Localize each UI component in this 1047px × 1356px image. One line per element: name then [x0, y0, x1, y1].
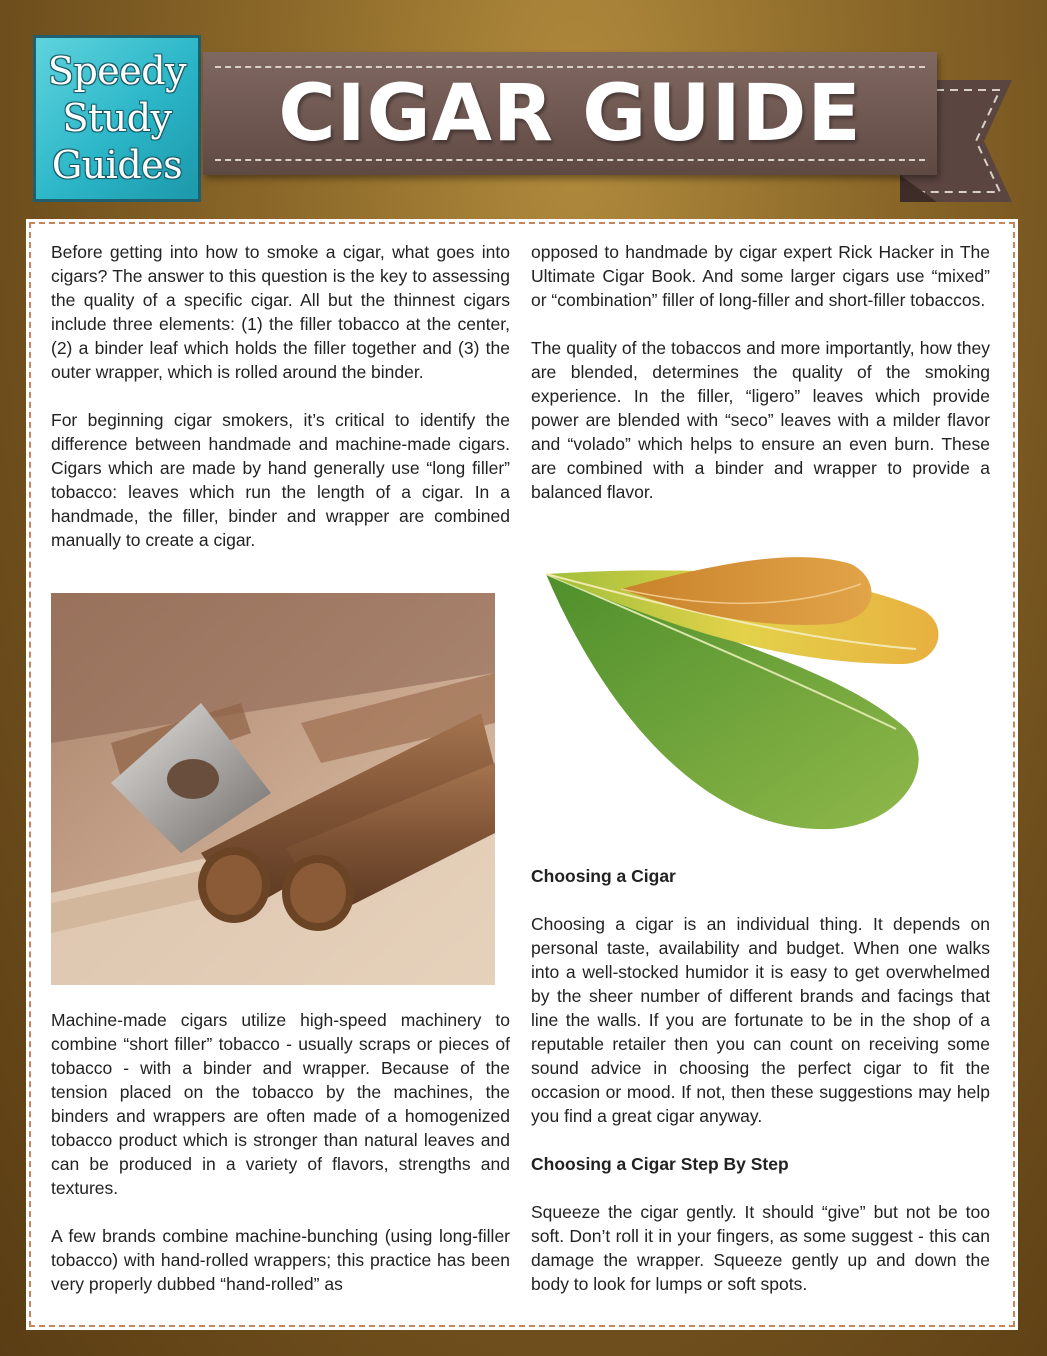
logo-line-3: Guides	[51, 143, 183, 187]
page-title: CIGAR GUIDE	[278, 69, 862, 159]
right-column-top	[531, 240, 990, 528]
heading-step-by-step: Choosing a Cigar Step By Step	[531, 1154, 789, 1174]
cigars-photo	[51, 593, 495, 985]
paragraph-what-goes-into-cigars: Before getting into how to smoke a cigar, what goes into cigars? The answer to this question is the key to assessing the quality of a specific cigar. All but the thinnest cigars include three elements: (1) the filler tobacco at the center, (2) a binder leaf which holds the filler together and (3) the outer wrapper, which is rolled around the binder.	[51, 242, 510, 382]
speedy-study-guides-logo	[33, 35, 201, 202]
paragraph-choosing-a-cigar: Choosing a cigar is an individual thing. It depends on personal taste, availability and budget. When one walks into a well-stocked humidor it is easy to get overwhelmed by the sheer number of different brands and facings that line the walls. If you are fortunate to be in the shop of a reputable retailer then you can count on receiving some sound advice in choosing the perfect cigar to fit the occasion or mood. If not, then these suggestions may help you find a great cigar anyway.	[531, 914, 990, 1126]
paragraph-machine-made: Machine-made cigars utilize high-speed machinery to combine “short filler” tobacco - usually scraps or pieces of tobacco - with a binder and wrapper. Because of the tension placed on the tobacco by the machines, the binders and wrappers are often made of a homogenized tobacco product which is stronger than natural leaves and can be produced in a variety of flavors, strengths and textures.	[51, 1010, 510, 1198]
paragraph-mixed-filler: opposed to handmade by cigar expert Rick Hacker in The Ultimate Cigar Book. And some larger cigars use “mixed” or “combination” filler of long-filler and short-filler tobaccos.	[531, 242, 990, 310]
paragraph-tobacco-quality: The quality of the tobaccos and more importantly, how they are blended, determines the quality of the smoking experience. In the filler, “ligero” leaves which provide power are blended with “seco” leaves with a milder flavor and “volado” which helps to ensure an even burn. These are combined with a binder and wrapper to provide a balanced flavor.	[531, 338, 990, 502]
tobacco-leaves-image	[541, 554, 941, 849]
paragraph-handmade-vs-machine: For beginning cigar smokers, it’s critical to identify the difference between handmade and machine-made cigars. Cigars which are made by hand generally use “long filler” tobacco: leaves which run the length of a cigar. In a handmade, the filler, binder and wrapper are combined manually to create a cigar.	[51, 410, 510, 550]
ribbon-stitch-bottom	[215, 159, 925, 161]
left-column-bottom	[51, 1008, 510, 1320]
content-panel	[29, 222, 1015, 1327]
left-column-top	[51, 240, 510, 576]
logo-line-1: Speedy	[47, 49, 187, 93]
title-ribbon	[203, 52, 937, 175]
logo-line-2: Study	[62, 96, 172, 140]
paragraph-squeeze-the-cigar: Squeeze the cigar gently. It should “give” but not be too soft. Don’t roll it in your fingers, as some suggest - this can damage the wrapper. Squeeze gently up and down the body to look for lumps or soft spots.	[531, 1202, 990, 1294]
paragraph-hand-rolled: A few brands combine machine-bunching (using long-filler tobacco) with hand-rolled wrappers; this practice has been very properly dubbed “hand-rolled” as	[51, 1226, 510, 1294]
right-column-bottom	[531, 864, 990, 1320]
heading-choosing-a-cigar: Choosing a Cigar	[531, 866, 676, 886]
ribbon-stitch-top	[215, 66, 925, 68]
